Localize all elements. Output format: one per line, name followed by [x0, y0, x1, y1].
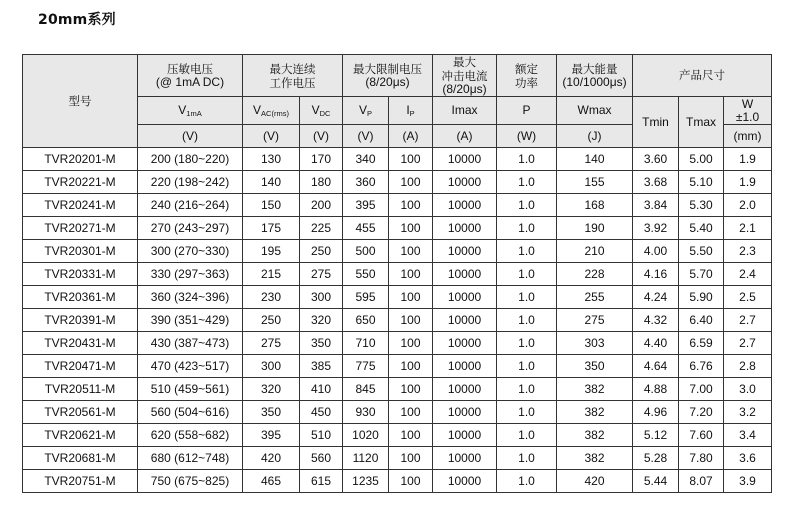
table-header [23, 55, 772, 148]
table-cell: 3.60 [633, 148, 679, 171]
table-cell: 6.59 [679, 332, 724, 355]
table-cell: 100 [389, 355, 433, 378]
table-cell: 225 [300, 217, 343, 240]
model-cell: TVR20621-M [23, 424, 138, 447]
unit-vdc: (V) [300, 125, 343, 148]
table-cell: 10000 [433, 355, 497, 378]
table-cell: 1.0 [497, 240, 557, 263]
table-cell: 710 [343, 332, 389, 355]
table-cell: 3.0 [724, 378, 772, 401]
table-cell: 350 [300, 332, 343, 355]
table-cell: 7.20 [679, 401, 724, 424]
table-cell: 595 [343, 286, 389, 309]
unit-vp: (V) [343, 125, 389, 148]
table-cell: 100 [389, 424, 433, 447]
table-row [23, 332, 772, 355]
table-cell: 10000 [433, 447, 497, 470]
table-cell: 270 (243~297) [138, 217, 243, 240]
table-cell: 1.0 [497, 217, 557, 240]
table-cell: 1.0 [497, 332, 557, 355]
table-cell: 100 [389, 378, 433, 401]
table-cell: 1.0 [497, 424, 557, 447]
header-text: 最大能量 [571, 62, 618, 76]
model-cell: TVR20241-M [23, 194, 138, 217]
table-cell: 3.68 [633, 171, 679, 194]
header-dimensions: 产品尺寸 [633, 55, 772, 97]
table-cell: 1235 [343, 470, 389, 493]
header-vac [243, 97, 300, 125]
table-row [23, 378, 772, 401]
model-cell: TVR20471-M [23, 355, 138, 378]
table-cell: 465 [243, 470, 300, 493]
table-cell: 1.0 [497, 194, 557, 217]
table-cell: 350 [557, 355, 633, 378]
table-cell: 100 [389, 148, 433, 171]
table-cell: 1.0 [497, 470, 557, 493]
header-text: 冲击电流 [441, 69, 488, 83]
header-vdc [300, 97, 343, 125]
table-cell: 2.0 [724, 194, 772, 217]
table-cell: 195 [243, 240, 300, 263]
header-tmin: Tmin [633, 97, 679, 148]
model-cell: TVR20751-M [23, 470, 138, 493]
table-cell: 303 [557, 332, 633, 355]
model-cell: TVR20361-M [23, 286, 138, 309]
table-cell: 395 [243, 424, 300, 447]
table-cell: 4.16 [633, 263, 679, 286]
header-text: 工作电压 [269, 75, 316, 90]
header-text: 最大限制电压 [353, 62, 422, 76]
table-cell: 390 (351~429) [138, 309, 243, 332]
model-cell: TVR20561-M [23, 401, 138, 424]
table-cell: 1.0 [497, 355, 557, 378]
table-cell: 3.9 [724, 470, 772, 493]
table-cell: 155 [557, 171, 633, 194]
table-cell: 320 [300, 309, 343, 332]
header-p: P [497, 97, 557, 125]
header-text: 压敏电压 [167, 62, 213, 76]
table-cell: 210 [557, 240, 633, 263]
header-imax: Imax [433, 97, 497, 125]
header-text: (8/20μs) [365, 75, 410, 89]
table-row [23, 401, 772, 424]
table-cell: 410 [300, 378, 343, 401]
table-cell: 220 (198~242) [138, 171, 243, 194]
table-row [23, 424, 772, 447]
table-row [23, 447, 772, 470]
table-cell: 680 (612~748) [138, 447, 243, 470]
table-cell: 7.60 [679, 424, 724, 447]
table-cell: 275 [557, 309, 633, 332]
table-cell: 382 [557, 401, 633, 424]
table-cell: 5.50 [679, 240, 724, 263]
table-cell: 5.10 [679, 171, 724, 194]
table-cell: 350 [243, 401, 300, 424]
table-cell: 320 [243, 378, 300, 401]
symbol-sub: DC [319, 109, 331, 118]
table-cell: 7.80 [679, 447, 724, 470]
table-cell: 240 (216~264) [138, 194, 243, 217]
header-rated-power [497, 55, 557, 97]
model-cell: TVR20271-M [23, 217, 138, 240]
table-cell: 10000 [433, 171, 497, 194]
table-cell: 3.2 [724, 401, 772, 424]
header-vp [343, 97, 389, 125]
table-cell: 450 [300, 401, 343, 424]
header-tmax: Tmax [679, 97, 724, 148]
table-cell: 1.0 [497, 171, 557, 194]
table-cell: 10000 [433, 470, 497, 493]
table-cell: 228 [557, 263, 633, 286]
table-cell: 180 [300, 171, 343, 194]
table-cell: 382 [557, 378, 633, 401]
table-cell: 360 (324~396) [138, 286, 243, 309]
table-cell: 6.40 [679, 309, 724, 332]
table-cell: 140 [557, 148, 633, 171]
table-cell: 10000 [433, 240, 497, 263]
header-max-energy [557, 55, 633, 97]
model-cell: TVR20391-M [23, 309, 138, 332]
table-cell: 10000 [433, 263, 497, 286]
symbol-sub: AC(rms) [261, 109, 289, 118]
table-cell: 100 [389, 447, 433, 470]
table-cell: 8.07 [679, 470, 724, 493]
table-cell: 5.90 [679, 286, 724, 309]
header-text: 最大连续 [269, 61, 316, 76]
header-text: (8/20μs) [442, 82, 487, 96]
symbol-text: V [311, 103, 320, 117]
table-cell: 750 (675~825) [138, 470, 243, 493]
table-cell: 4.32 [633, 309, 679, 332]
header-text: W [741, 96, 754, 111]
table-cell: 10000 [433, 401, 497, 424]
table-cell: 560 [300, 447, 343, 470]
table-cell: 1.0 [497, 378, 557, 401]
table-cell: 455 [343, 217, 389, 240]
table-cell: 100 [389, 263, 433, 286]
table-cell: 1120 [343, 447, 389, 470]
table-cell: 4.88 [633, 378, 679, 401]
table-cell: 168 [557, 194, 633, 217]
table-cell: 5.30 [679, 194, 724, 217]
table-cell: 1020 [343, 424, 389, 447]
table-cell: 2.4 [724, 263, 772, 286]
symbol-text: V [358, 103, 367, 117]
table-cell: 360 [343, 171, 389, 194]
table-cell: 4.24 [633, 286, 679, 309]
model-cell: TVR20431-M [23, 332, 138, 355]
table-cell: 620 (558~682) [138, 424, 243, 447]
table-cell: 230 [243, 286, 300, 309]
unit-vac: (V) [243, 125, 300, 148]
header-varistor-voltage [138, 55, 243, 97]
model-cell: TVR20511-M [23, 378, 138, 401]
table-cell: 340 [343, 148, 389, 171]
table-cell: 5.44 [633, 470, 679, 493]
header-text: 功率 [515, 75, 538, 90]
table-row [23, 286, 772, 309]
table-cell: 775 [343, 355, 389, 378]
table-cell: 650 [343, 309, 389, 332]
table-row [23, 148, 772, 171]
table-cell: 1.0 [497, 286, 557, 309]
table-cell: 550 [343, 263, 389, 286]
table-cell: 275 [300, 263, 343, 286]
table-cell: 5.28 [633, 447, 679, 470]
table-cell: 10000 [433, 148, 497, 171]
header-text: (@ 1mA DC) [155, 75, 225, 89]
page-title: 20mm系列 [38, 12, 116, 28]
table-cell: 130 [243, 148, 300, 171]
table-cell: 300 [300, 286, 343, 309]
table-cell: 430 (387~473) [138, 332, 243, 355]
table-cell: 560 (504~616) [138, 401, 243, 424]
header-max-surge-current [433, 55, 497, 97]
table-cell: 100 [389, 286, 433, 309]
symbol-sub: 1mA [186, 109, 202, 118]
table-row [23, 171, 772, 194]
table-cell: 930 [343, 401, 389, 424]
header-text: ±1.0 [735, 109, 760, 124]
table-cell: 2.1 [724, 217, 772, 240]
table-cell: 1.9 [724, 148, 772, 171]
table-cell: 100 [389, 401, 433, 424]
table-cell: 3.84 [633, 194, 679, 217]
unit-imax: (A) [433, 125, 497, 148]
header-model: 型号 [23, 55, 138, 148]
header-max-clamping-voltage [343, 55, 433, 97]
header-text: 额定 [515, 61, 538, 76]
table-cell: 150 [243, 194, 300, 217]
table-cell: 190 [557, 217, 633, 240]
header-wmax: Wmax [557, 97, 633, 125]
table-row [23, 263, 772, 286]
header-ip [389, 97, 433, 125]
unit-v1ma: (V) [138, 125, 243, 148]
unit-p: (W) [497, 125, 557, 148]
table-cell: 200 (180~220) [138, 148, 243, 171]
unit-wmax: (J) [557, 125, 633, 148]
table-cell: 215 [243, 263, 300, 286]
unit-ip: (A) [389, 125, 433, 148]
table-cell: 500 [343, 240, 389, 263]
unit-dimensions: (mm) [724, 125, 772, 148]
table-cell: 1.0 [497, 309, 557, 332]
table-cell: 510 (459~561) [138, 378, 243, 401]
table-cell: 140 [243, 171, 300, 194]
table-cell: 100 [389, 332, 433, 355]
table-cell: 10000 [433, 309, 497, 332]
spec-table [22, 54, 772, 493]
table-cell: 5.12 [633, 424, 679, 447]
table-cell: 382 [557, 447, 633, 470]
table-cell: 4.64 [633, 355, 679, 378]
header-text: 最大 [453, 55, 476, 69]
table-cell: 2.3 [724, 240, 772, 263]
table-cell: 330 (297~363) [138, 263, 243, 286]
table-cell: 6.76 [679, 355, 724, 378]
symbol-sub: P [367, 109, 373, 118]
table-row [23, 470, 772, 493]
table-cell: 5.40 [679, 217, 724, 240]
table-cell: 300 (270~330) [138, 240, 243, 263]
table-cell: 420 [243, 447, 300, 470]
table-cell: 615 [300, 470, 343, 493]
table-row [23, 217, 772, 240]
header-v1ma [138, 97, 243, 125]
table-cell: 2.5 [724, 286, 772, 309]
table-cell: 395 [343, 194, 389, 217]
model-cell: TVR20681-M [23, 447, 138, 470]
table-cell: 200 [300, 194, 343, 217]
table-cell: 385 [300, 355, 343, 378]
table-cell: 10000 [433, 424, 497, 447]
model-cell: TVR20301-M [23, 240, 138, 263]
table-cell: 300 [243, 355, 300, 378]
table-cell: 100 [389, 217, 433, 240]
table-cell: 2.8 [724, 355, 772, 378]
table-cell: 100 [389, 470, 433, 493]
table-row [23, 194, 772, 217]
table-row [23, 309, 772, 332]
table-row [23, 355, 772, 378]
table-cell: 1.0 [497, 401, 557, 424]
symbol-text: V [178, 103, 187, 117]
table-cell: 420 [557, 470, 633, 493]
table-cell: 175 [243, 217, 300, 240]
symbol-sub: P [409, 109, 415, 118]
table-cell: 5.70 [679, 263, 724, 286]
table-cell: 2.7 [724, 309, 772, 332]
table-cell: 1.9 [724, 171, 772, 194]
header-max-continuous-voltage [243, 55, 343, 97]
table-cell: 2.7 [724, 332, 772, 355]
model-cell: TVR20331-M [23, 263, 138, 286]
symbol-text: I [406, 103, 410, 117]
table-cell: 4.96 [633, 401, 679, 424]
table-row [23, 240, 772, 263]
table-cell: 250 [243, 309, 300, 332]
table-cell: 10000 [433, 217, 497, 240]
table-cell: 1.0 [497, 148, 557, 171]
table-cell: 4.00 [633, 240, 679, 263]
table-cell: 275 [243, 332, 300, 355]
table-cell: 100 [389, 194, 433, 217]
table-cell: 100 [389, 171, 433, 194]
table-cell: 10000 [433, 286, 497, 309]
table-cell: 4.40 [633, 332, 679, 355]
table-cell: 845 [343, 378, 389, 401]
table-cell: 100 [389, 309, 433, 332]
table-body [23, 148, 772, 493]
table-cell: 470 (423~517) [138, 355, 243, 378]
model-cell: TVR20201-M [23, 148, 138, 171]
model-cell: TVR20221-M [23, 171, 138, 194]
table-cell: 3.4 [724, 424, 772, 447]
table-cell: 5.00 [679, 148, 724, 171]
table-cell: 250 [300, 240, 343, 263]
table-cell: 1.0 [497, 263, 557, 286]
table-cell: 255 [557, 286, 633, 309]
header-text: (10/1000μs) [562, 75, 627, 89]
table-cell: 10000 [433, 378, 497, 401]
symbol-text: V [253, 103, 262, 117]
table-cell: 10000 [433, 332, 497, 355]
table-cell: 170 [300, 148, 343, 171]
header-w [724, 97, 772, 125]
table-cell: 510 [300, 424, 343, 447]
table-cell: 1.0 [497, 447, 557, 470]
table-cell: 10000 [433, 194, 497, 217]
table-cell: 100 [389, 240, 433, 263]
table-cell: 3.6 [724, 447, 772, 470]
table-cell: 7.00 [679, 378, 724, 401]
table-cell: 382 [557, 424, 633, 447]
table-cell: 3.92 [633, 217, 679, 240]
